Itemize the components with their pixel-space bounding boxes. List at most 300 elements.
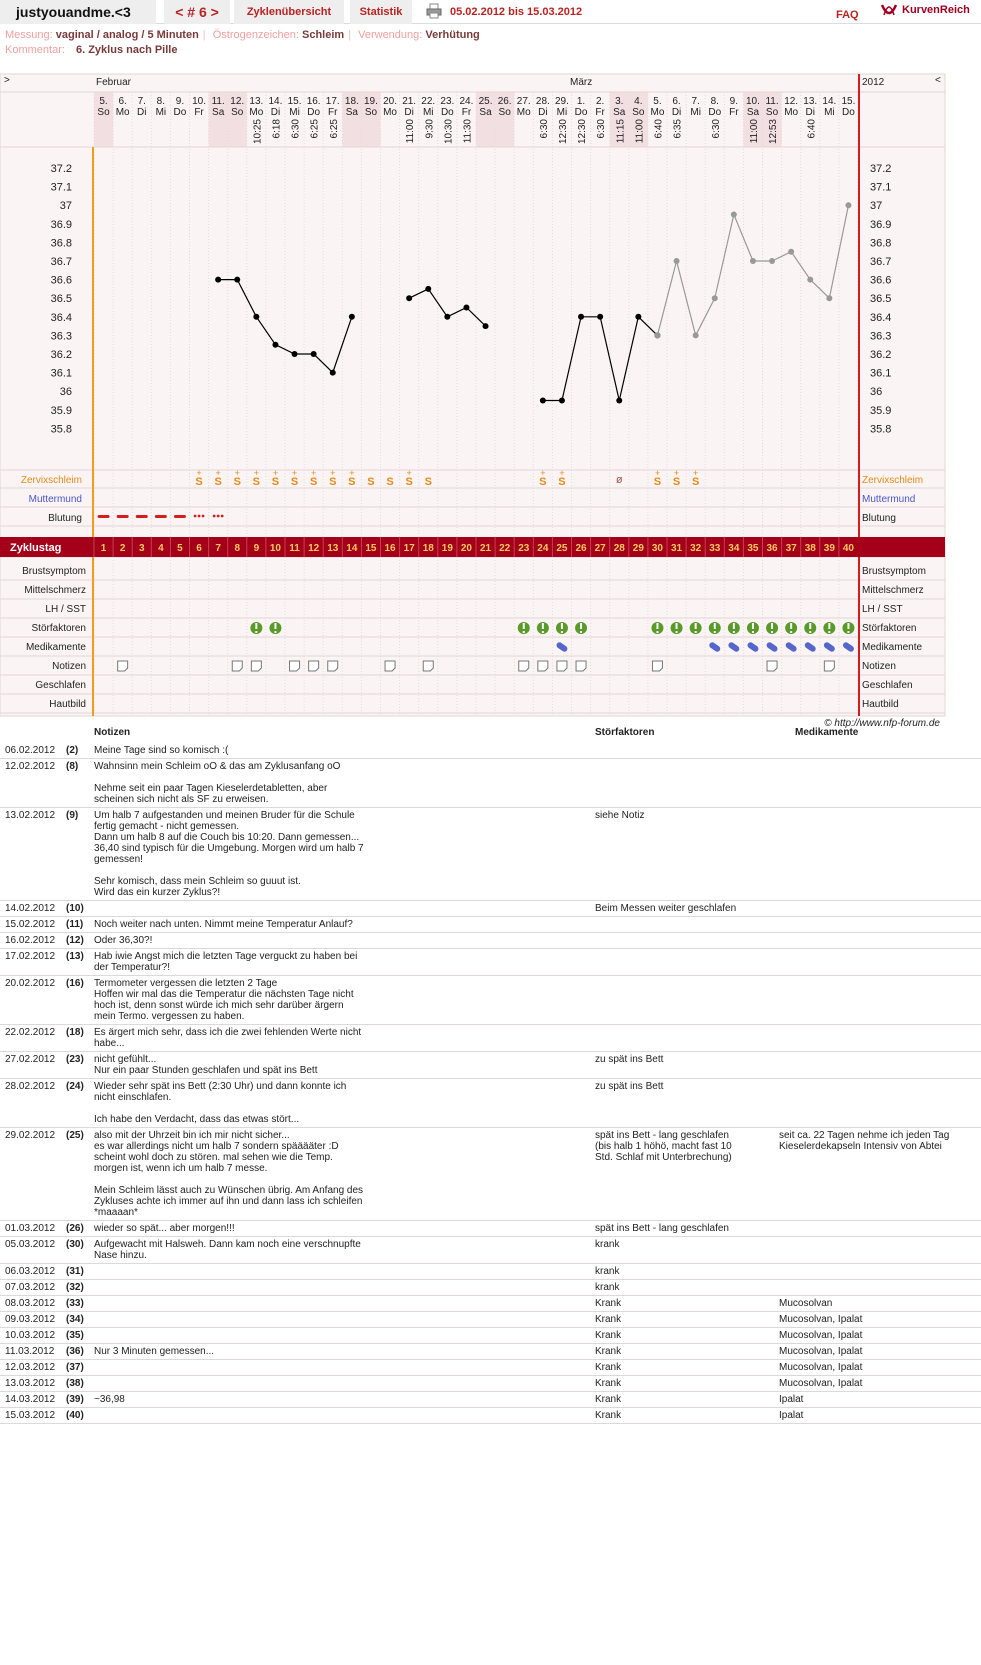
cycle-day-number: 30 <box>651 543 664 554</box>
bleeding-mark <box>98 515 110 518</box>
weekday: Sa <box>212 107 225 118</box>
tab-statistics[interactable]: Statistik <box>350 0 412 24</box>
disturbance-icon-bar <box>771 623 773 629</box>
note-text: Um halb 7 aufgestanden und meinen Bruder für die Schule fertig gemacht - nicht gemessen. Dann um halb 8 auf die Couch bis 10:20. Dann gemessen... 36,40 sind typisch für die Umgebung. Morgen wird um halb 7 gemessen! Sehr komisch, dass mein Schleim so guuut ist. Wird das ein kurzer Zyklus?! <box>94 810 364 898</box>
cervix-plus: + <box>406 468 412 478</box>
note-date: 05.03.2012 <box>5 1239 56 1250</box>
app-title[interactable]: justyouandme.<3 <box>0 0 156 24</box>
note-text <box>94 1266 364 1277</box>
disturbance-icon-bar <box>847 623 849 629</box>
cycle-day-number: 13 <box>327 543 339 554</box>
note-icon[interactable] <box>557 661 567 671</box>
day-number: 6. <box>118 96 127 107</box>
note-cycle-day: (8) <box>66 761 79 772</box>
cervix-plus: + <box>693 468 699 478</box>
cycle-day-number: 37 <box>785 543 797 554</box>
note-date: 15.02.2012 <box>5 919 56 930</box>
day-number: 18. <box>344 96 359 107</box>
y-tick-left: 36.2 <box>50 349 72 361</box>
spotting-mark <box>221 515 224 518</box>
note-text <box>94 1314 364 1325</box>
measure-time: 12:30 <box>557 119 569 145</box>
note-date: 01.03.2012 <box>5 1223 56 1234</box>
nav-next-arrow[interactable]: < <box>935 75 941 86</box>
day-number: 17. <box>325 96 340 107</box>
note-text: Es ärgert mich sehr, dass ich die zwei fehlenden Werte nicht habe... <box>94 1027 364 1049</box>
year-label: 2012 <box>862 77 885 88</box>
note-cycle-day: (10) <box>66 903 84 914</box>
temp-point[interactable] <box>693 332 699 338</box>
row-label-skin: Hautbild <box>49 699 86 710</box>
cycle-day-number: 21 <box>479 543 492 554</box>
table-row <box>0 1392 981 1408</box>
row-label-right-midpain: Mittelschmerz <box>862 585 924 596</box>
cervix-mark: S <box>424 476 432 488</box>
table-row <box>0 1328 981 1344</box>
disturbance-icon-dot <box>847 631 849 633</box>
weekday: Di <box>137 107 147 118</box>
row-label-bleeding: Blutung <box>48 513 82 524</box>
measure-time: 12:30 <box>577 119 589 145</box>
cycle-day-number: 20 <box>460 543 473 554</box>
note-icon[interactable] <box>251 661 261 671</box>
note-date: 09.03.2012 <box>5 1314 56 1325</box>
temp-point[interactable] <box>292 351 298 357</box>
measure-time: 6:30 <box>538 119 550 139</box>
day-number: 14. <box>822 96 837 107</box>
temp-point[interactable] <box>330 370 336 376</box>
disturbance-icon[interactable] <box>766 622 778 634</box>
measure-time: 6:30 <box>596 119 608 139</box>
table-row <box>0 1079 981 1128</box>
cycle-day-number: 22 <box>499 543 511 554</box>
note-medication: Mucosolvan, Ipalat <box>779 1314 863 1325</box>
temp-point[interactable] <box>826 295 832 301</box>
note-disturbance: Krank <box>595 1378 622 1389</box>
y-tick-right: 36 <box>870 386 883 399</box>
note-text: Termometer vergessen die letzten 2 Tage Hoffen wir mal das die Temperatur die nächsten Tage nicht hoch ist, denn sonst würde ich mich sehr darüber ärgern mein Termo. vergessen zu haben. <box>94 978 354 1022</box>
weekday: Mo <box>249 107 264 118</box>
day-number: 21. <box>402 96 417 107</box>
y-tick-left: 36.7 <box>50 256 72 268</box>
disturbance-icon[interactable] <box>537 622 549 634</box>
day-number: 16. <box>306 96 321 107</box>
note-cycle-day: (2) <box>66 745 79 756</box>
note-medication: Mucosolvan, Ipalat <box>779 1362 863 1373</box>
cervix-plus: + <box>215 468 221 478</box>
disturbance-icon-dot <box>274 631 276 633</box>
day-number: 11. <box>765 96 779 107</box>
spotting-mark <box>213 515 216 518</box>
cycle-day-number: 4 <box>158 543 164 554</box>
temp-point[interactable] <box>463 305 469 311</box>
temp-point[interactable] <box>578 314 584 320</box>
temp-point[interactable] <box>712 295 718 301</box>
note-icon[interactable] <box>118 661 128 671</box>
row-label-right-disturb: Störfaktoren <box>862 623 917 634</box>
temp-point[interactable] <box>616 398 622 404</box>
table-row <box>0 743 981 759</box>
disturbance-icon-bar <box>676 623 678 629</box>
cycle-day-number: 40 <box>842 543 855 554</box>
table-row <box>0 949 981 976</box>
cervix-mark: S <box>539 476 547 488</box>
y-tick-right: 36.8 <box>870 237 892 250</box>
note-cycle-day: (30) <box>66 1239 84 1250</box>
note-text <box>94 1330 364 1341</box>
disturbance-icon[interactable] <box>556 622 568 634</box>
table-row <box>0 1264 981 1280</box>
cervix-mark: S <box>348 476 356 488</box>
note-disturbance: Krank <box>595 1394 622 1405</box>
comment-value: 6. Zyklus nach Pille <box>75 44 178 56</box>
weekday: Di <box>404 107 414 118</box>
note-icon[interactable] <box>538 661 548 671</box>
measure-time: 10:25 <box>252 119 264 145</box>
note-cycle-day: (12) <box>66 935 84 946</box>
cycle-day-number: 38 <box>804 543 816 554</box>
cervix-mark: S <box>672 476 681 488</box>
day-number: 13. <box>249 96 264 107</box>
disturbance-icon-dot <box>790 631 792 633</box>
temp-point[interactable] <box>349 314 355 320</box>
cervix-mark: S <box>558 476 566 488</box>
temp-point[interactable] <box>215 277 221 283</box>
measure-time: 11:00 <box>405 119 417 144</box>
day-number: 20. <box>383 96 398 107</box>
weekday: Fr <box>194 107 204 118</box>
cervix-mark: ø <box>615 474 623 486</box>
row-label-disturb: Störfaktoren <box>31 623 86 634</box>
temp-point[interactable] <box>654 332 660 338</box>
disturbance-icon[interactable] <box>269 622 281 634</box>
measure-label: Messung: <box>5 29 53 41</box>
cervix-mark: S <box>233 476 241 488</box>
table-row <box>0 1237 981 1264</box>
disturbance-icon[interactable] <box>728 622 740 634</box>
note-disturbance: krank <box>595 1239 620 1250</box>
temp-point[interactable] <box>311 351 317 357</box>
table-row <box>0 1221 981 1237</box>
temp-point[interactable] <box>444 314 450 320</box>
disturbance-icon-dot <box>676 631 678 633</box>
note-date: 29.02.2012 <box>5 1130 56 1141</box>
measure-time: 6:40 <box>806 119 818 139</box>
note-icon[interactable] <box>576 661 586 671</box>
weekday: Fr <box>729 107 739 118</box>
note-text: Nur 3 Minuten gemessen... <box>94 1346 215 1357</box>
weekday: Mo <box>383 107 398 118</box>
weekday: So <box>364 107 378 118</box>
y-tick-left: 35.8 <box>50 423 72 436</box>
note-text: Oder 36,30?! <box>94 935 153 946</box>
cervix-plus: + <box>234 468 240 478</box>
disturbance-icon-bar <box>714 623 716 629</box>
cycle-day-number: 17 <box>403 543 415 554</box>
temp-point[interactable] <box>731 212 737 218</box>
cervix-plus: + <box>559 468 565 478</box>
row-label-lh: LH / SST <box>45 604 86 615</box>
disturbance-icon[interactable] <box>842 622 854 634</box>
note-icon[interactable] <box>824 661 834 671</box>
bleeding-mark <box>155 515 167 518</box>
disturbance-icon[interactable] <box>575 622 587 634</box>
weekday: Do <box>574 107 588 118</box>
note-date: 28.02.2012 <box>5 1081 56 1092</box>
table-row <box>0 1128 981 1221</box>
disturbance-icon-bar <box>695 623 697 629</box>
note-icon[interactable] <box>309 661 319 671</box>
note-disturbance: Krank <box>595 1362 622 1373</box>
y-tick-right: 37.2 <box>870 163 892 175</box>
note-text: nicht gefühlt... Nur ein paar Stunden geschlafen und spät ins Bett <box>94 1054 318 1076</box>
measure-time: 6:25 <box>328 119 340 139</box>
cycle-day-number: 6 <box>196 543 202 554</box>
note-cycle-day: (9) <box>66 810 79 821</box>
cycle-day-number: 12 <box>308 543 320 554</box>
disturbance-icon-bar <box>523 623 525 629</box>
measure-time: 6:30 <box>710 119 722 139</box>
y-tick-right: 37 <box>870 200 883 213</box>
cycle-day-number: 32 <box>690 543 702 554</box>
note-medication: Ipalat <box>779 1410 804 1421</box>
table-row <box>0 1408 981 1424</box>
note-date: 10.03.2012 <box>5 1330 56 1341</box>
day-number: 1. <box>576 96 586 107</box>
note-disturbance: Krank <box>595 1314 622 1325</box>
cycle-day-number: 8 <box>234 543 241 554</box>
note-cycle-day: (38) <box>66 1378 84 1389</box>
note-cycle-day: (24) <box>66 1081 84 1092</box>
disturbance-icon-bar <box>561 623 563 629</box>
day-number: 6. <box>672 96 681 107</box>
measure-time: 11:00 <box>634 119 646 144</box>
cycle-day-number: 31 <box>670 543 683 554</box>
disturbance-icon[interactable] <box>671 622 683 634</box>
note-icon[interactable] <box>328 661 338 671</box>
disturbance-icon[interactable] <box>651 622 663 634</box>
temp-point[interactable] <box>483 323 489 329</box>
month-label-feb: Februar <box>96 77 132 88</box>
cycle-chart <box>0 74 945 729</box>
row-label-right-skin: Hautbild <box>862 699 899 710</box>
y-tick-right: 36.6 <box>870 274 892 287</box>
day-number: 5. <box>99 96 108 107</box>
note-disturbance: Krank <box>595 1298 622 1309</box>
weekday: Mi <box>690 107 701 118</box>
faq-link[interactable]: FAQ <box>836 9 859 21</box>
day-number: 7. <box>137 96 146 107</box>
table-row <box>0 1312 981 1328</box>
disturbance-icon[interactable] <box>747 622 759 634</box>
note-cycle-day: (34) <box>66 1314 84 1325</box>
notes-header: Notizen <box>94 727 131 738</box>
temp-point[interactable] <box>769 258 775 264</box>
disturbance-icon[interactable] <box>804 622 816 634</box>
cycle-navigator[interactable]: < # 6 > <box>164 0 230 24</box>
note-cycle-day: (39) <box>66 1394 84 1405</box>
disturbance-icon-bar <box>733 623 735 629</box>
month-label-mar: März <box>570 77 593 88</box>
disturbance-icon[interactable] <box>518 622 530 634</box>
note-cycle-day: (36) <box>66 1346 84 1357</box>
note-text <box>94 1410 364 1421</box>
note-disturbance: Krank <box>595 1346 622 1357</box>
note-disturbance: Beim Messen weiter geschlafen <box>595 903 737 914</box>
row-label-midpain: Mittelschmerz <box>24 585 86 596</box>
day-number: 4. <box>634 96 643 107</box>
note-icon[interactable] <box>232 661 242 671</box>
note-text <box>94 1298 364 1309</box>
cervix-mark: S <box>290 476 299 488</box>
cycle-day-number: 29 <box>632 543 644 554</box>
note-cycle-day: (37) <box>66 1362 84 1373</box>
table-row <box>0 1025 981 1052</box>
weekday: So <box>97 107 110 118</box>
table-row <box>0 759 981 808</box>
disturbance-icon-bar <box>255 623 257 629</box>
table-row <box>0 917 981 933</box>
disturbance-icon-dot <box>809 631 811 633</box>
row-label-meds: Medikamente <box>25 642 86 653</box>
note-cycle-day: (16) <box>66 978 84 989</box>
disturbance-icon[interactable] <box>823 622 835 634</box>
cervix-plus: + <box>673 468 680 478</box>
cycle-day-number: 26 <box>575 543 587 554</box>
note-text <box>94 903 364 914</box>
cervix-mark: S <box>252 476 261 488</box>
estrogen-label: Östrogenzeichen: <box>212 29 299 41</box>
weekday: Mi <box>155 107 167 118</box>
temp-point[interactable] <box>234 277 240 283</box>
nav-prev-arrow[interactable]: > <box>4 75 10 86</box>
measure-time: 9:30 <box>424 119 436 139</box>
note-icon[interactable] <box>767 661 777 671</box>
note-cycle-day: (11) <box>66 919 84 930</box>
day-number: 9. <box>729 96 739 107</box>
disturbance-icon-dot <box>523 631 525 633</box>
temp-point[interactable] <box>750 258 756 264</box>
y-tick-right: 35.8 <box>870 423 892 436</box>
note-text <box>94 1282 364 1293</box>
y-tick-right: 36.1 <box>870 367 892 380</box>
note-disturbance: Krank <box>595 1410 622 1421</box>
note-icon[interactable] <box>652 661 662 671</box>
note-icon[interactable] <box>519 661 529 671</box>
measure-time: 10:30 <box>443 119 455 145</box>
temp-point[interactable] <box>807 277 813 283</box>
temp-point[interactable] <box>425 286 431 292</box>
note-date: 15.03.2012 <box>5 1410 56 1421</box>
weekday: Mo <box>115 107 130 118</box>
row-label-right-cervix: Zervixschleim <box>862 475 924 486</box>
weekday: So <box>231 107 244 118</box>
note-text: Wahnsinn mein Schleim oO & das am Zyklusanfang oO Nehme seit ein paar Tagen Kieselerdetabletten, aber scheinen sich nicht als SF zu erweisen. <box>94 761 341 805</box>
note-cycle-day: (31) <box>66 1266 84 1277</box>
day-number: 10. <box>745 96 760 107</box>
spotting-mark <box>202 515 205 518</box>
chart-bg <box>0 74 945 716</box>
day-number: 13. <box>803 96 818 107</box>
cycle-day-number: 16 <box>384 543 396 554</box>
weekday: So <box>632 107 645 118</box>
weekday: Do <box>440 107 454 118</box>
temp-point[interactable] <box>635 314 641 320</box>
row-label-notes: Notizen <box>52 661 86 672</box>
copyright-text: © http://www.nfp-forum.de <box>824 718 940 729</box>
row-label-right-sex: Geschlafen <box>862 680 913 691</box>
measure-time: 11:15 <box>615 119 627 144</box>
cycle-day-number: 2 <box>119 543 126 554</box>
disturbance-icon[interactable] <box>250 622 262 634</box>
kurvenreich-logo-icon <box>880 3 898 17</box>
cervix-mark: S <box>309 476 318 488</box>
disturbance-icon-dot <box>255 631 257 633</box>
note-disturbance: siehe Notiz <box>595 810 645 821</box>
y-tick-left: 36.9 <box>50 218 72 231</box>
cervix-mark: S <box>195 476 203 488</box>
cervix-plus: + <box>272 468 279 478</box>
disturbance-icon[interactable] <box>709 622 721 634</box>
cycle-day-number: 27 <box>594 543 606 554</box>
temp-point[interactable] <box>272 342 278 348</box>
note-icon[interactable] <box>385 661 395 671</box>
brand-name[interactable]: KurvenReich <box>902 4 970 16</box>
note-text: Hab iwie Angst mich die letzten Tage verguckt zu haben bei der Temperatur?! <box>94 951 361 973</box>
disturbance-icon[interactable] <box>690 622 702 634</box>
note-medication: Mucosolvan, Ipalat <box>779 1330 863 1341</box>
disturbance-icon-dot <box>656 631 658 633</box>
day-number: 9. <box>175 96 185 107</box>
temp-point[interactable] <box>253 314 259 320</box>
weekday: Di <box>538 107 548 118</box>
cervix-plus: + <box>540 468 546 478</box>
temp-point[interactable] <box>559 398 565 404</box>
temp-point[interactable] <box>845 202 851 208</box>
day-number: 15. <box>841 96 856 107</box>
measure-time: 12:53 <box>768 119 780 145</box>
y-tick-left: 36.1 <box>50 367 72 380</box>
cervix-mark: S <box>367 476 375 488</box>
y-tick-right: 35.9 <box>870 404 892 417</box>
tab-cycle-overview[interactable]: Zyklenübersicht <box>234 0 344 24</box>
printer-icon[interactable] <box>426 4 442 19</box>
cervix-plus: + <box>253 468 259 478</box>
note-cycle-day: (18) <box>66 1027 84 1038</box>
note-icon[interactable] <box>290 661 300 671</box>
temp-point[interactable] <box>406 295 412 301</box>
disturbance-icon[interactable] <box>785 622 797 634</box>
temp-point[interactable] <box>540 398 546 404</box>
weekday: Di <box>671 107 682 118</box>
note-medication: Mucosolvan, Ipalat <box>779 1378 863 1389</box>
weekday: Do <box>173 107 187 118</box>
measure-time: 6:35 <box>672 119 684 139</box>
temp-point[interactable] <box>597 314 603 320</box>
temp-point[interactable] <box>674 258 680 264</box>
cycle-day-number: 10 <box>269 543 282 554</box>
day-number: 28. <box>535 96 550 107</box>
y-tick-left: 36.8 <box>50 237 72 250</box>
cycle-day-number: 14 <box>346 543 358 554</box>
row-label-right-lh: LH / SST <box>862 604 903 615</box>
use-label: Verwendung: <box>358 29 423 41</box>
note-disturbance: zu spät ins Bett <box>595 1081 664 1092</box>
y-tick-left: 37 <box>59 200 72 213</box>
note-date: 06.02.2012 <box>5 745 56 756</box>
temp-point[interactable] <box>788 249 794 255</box>
note-icon[interactable] <box>423 661 433 671</box>
